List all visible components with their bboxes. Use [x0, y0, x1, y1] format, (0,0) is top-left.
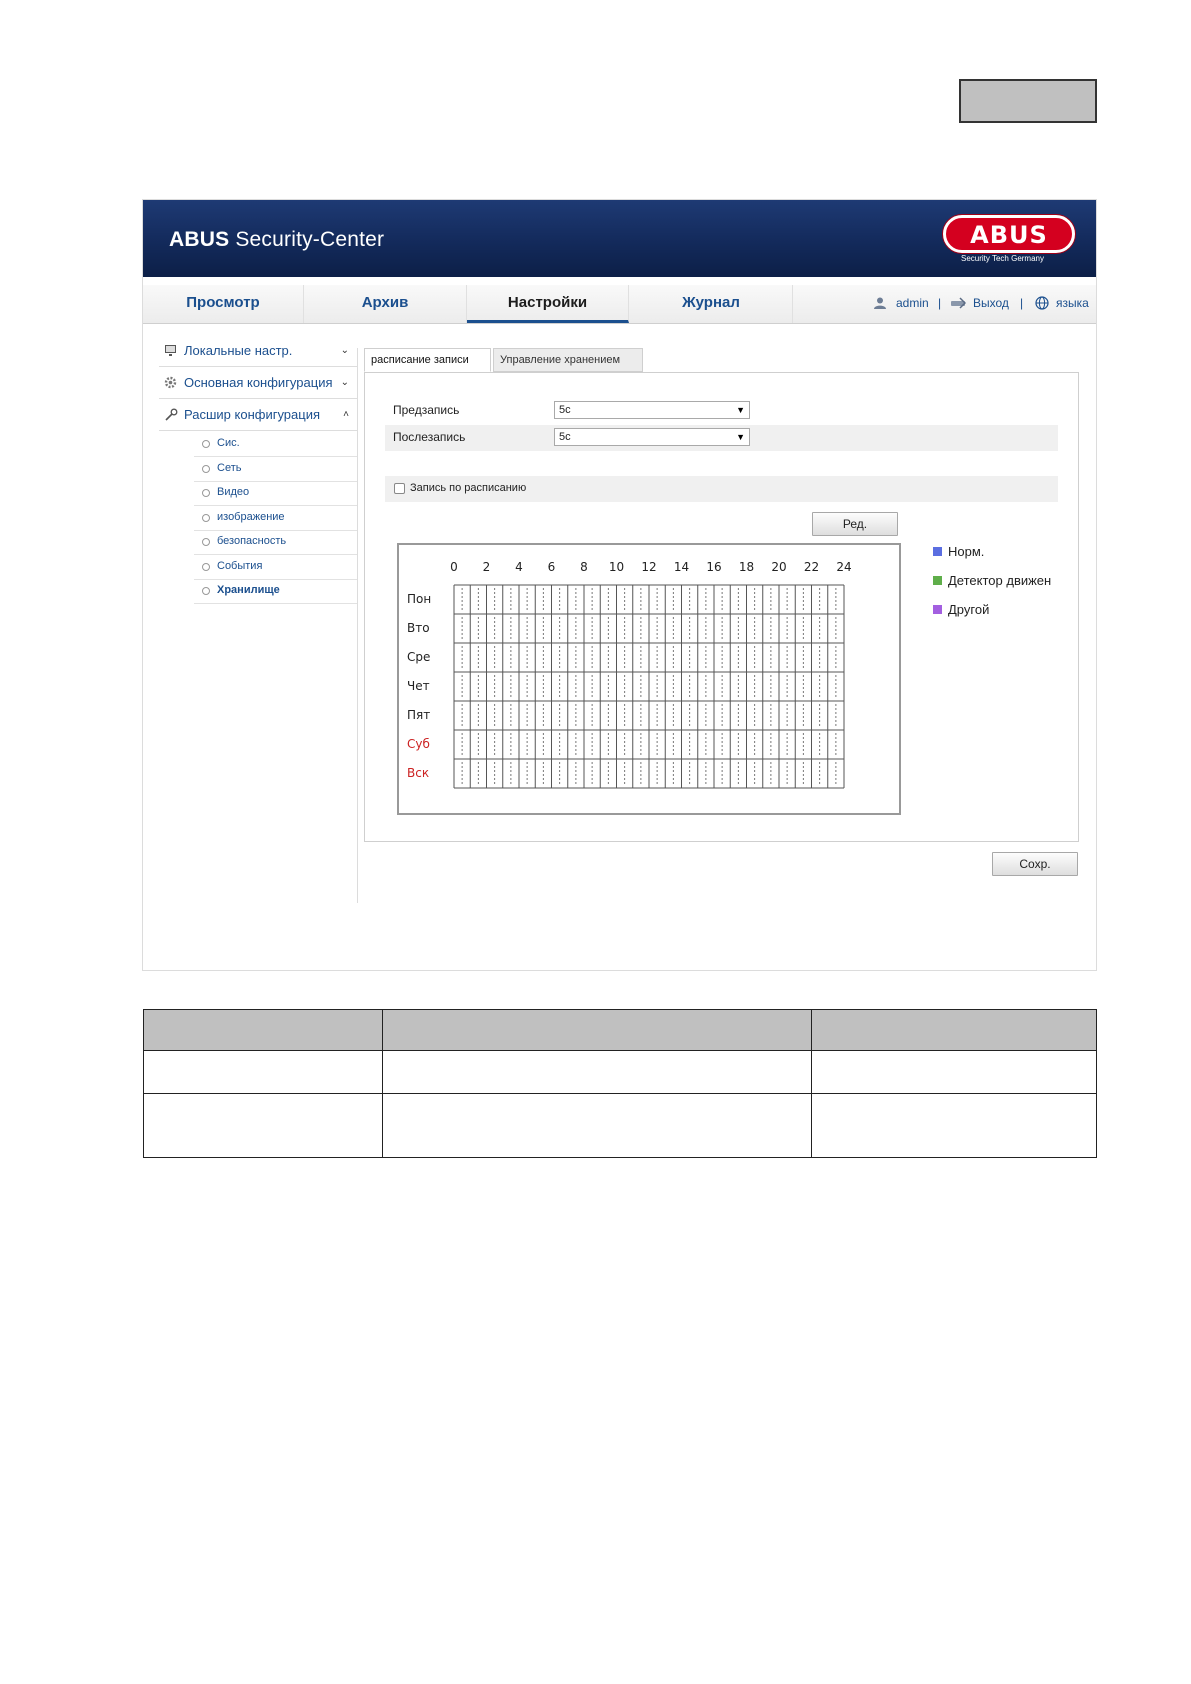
day-label: Пят [407, 708, 431, 722]
nav-tab-log[interactable]: Журнал [630, 285, 793, 323]
bullet-icon [202, 440, 210, 448]
bullet-icon [202, 465, 210, 473]
sidebar-group-basic[interactable] [159, 368, 357, 399]
hour-label: 2 [482, 560, 491, 574]
wrench-icon [164, 408, 177, 421]
main-nav: Просмотр Архив Настройки Журнал admin | Выход | языка [143, 285, 1096, 324]
sidebar-group-label: Расшир конфигурация [184, 407, 321, 422]
hour-label: 6 [547, 560, 556, 574]
globe-icon[interactable] [1035, 296, 1049, 313]
nav-tab-view[interactable]: Просмотр [143, 285, 304, 323]
logout-icon[interactable] [950, 296, 966, 313]
logo-tagline: Security Tech Germany [961, 254, 1044, 263]
sidebar-item-storage[interactable]: Хранилище [194, 579, 357, 604]
tab-record-schedule[interactable]: расписание записи [364, 348, 491, 372]
monitor-icon [164, 344, 177, 357]
table-cell [812, 1094, 1097, 1158]
edit-button[interactable]: Ред. [812, 512, 898, 536]
table-header-cell [144, 1010, 383, 1051]
sidebar-item-events[interactable]: События [194, 555, 357, 580]
table-row [144, 1094, 1097, 1158]
bullet-icon [202, 538, 210, 546]
chevron-down-icon: ⌄ [340, 345, 349, 356]
pre-record-row [385, 398, 1058, 424]
day-label: Вто [407, 621, 430, 635]
save-button[interactable]: Сохр. [992, 852, 1078, 876]
hour-label: 10 [608, 560, 625, 574]
legend-swatch-other [933, 605, 942, 614]
sidebar-item-network[interactable]: Сеть [194, 457, 357, 482]
nav-tab-settings[interactable]: Настройки [467, 285, 629, 323]
day-label: Сре [407, 650, 431, 664]
abus-logo [943, 215, 1075, 253]
sidebar-group-local[interactable] [159, 336, 357, 367]
sidebar-group-label: Локальные настр. [184, 343, 293, 358]
post-record-row [385, 425, 1058, 451]
table-cell [383, 1094, 812, 1158]
gear-icon [164, 376, 177, 389]
language-link[interactable]: языка [1056, 296, 1089, 310]
sidebar-group-advanced[interactable] [159, 400, 357, 431]
dropdown-arrow-icon: ▼ [736, 405, 745, 415]
day-label: Пон [407, 592, 432, 606]
bullet-icon [202, 563, 210, 571]
post-record-label: Послезапись [393, 430, 466, 444]
schedule-panel: Предзапись 5с ▼ Послезапись 5с ▼ Запись по расписанию Ред. 0 2 4 6 8 10 12 14 16 18 20 22 24 Пон Вто Сре Чет Пят Суб Вск Норм. Детектор движен Другой [364, 372, 1079, 842]
sidebar-divider [357, 348, 358, 903]
nav-tab-archive[interactable]: Архив [304, 285, 467, 323]
schedule-record-row [385, 476, 1058, 502]
user-icon [873, 296, 887, 313]
table-row [144, 1051, 1097, 1094]
tab-storage-management[interactable]: Управление хранением [493, 348, 643, 372]
app-window [142, 199, 1097, 971]
day-label: Вск [407, 766, 430, 780]
app-title: ABUS Security-Center [169, 228, 385, 251]
sidebar-item-image[interactable]: изображение [194, 506, 357, 531]
hour-label: 14 [673, 560, 690, 574]
chevron-up-icon: ˄ [343, 409, 349, 420]
header-banner [143, 200, 1096, 277]
table-header-row [144, 1010, 1097, 1051]
sidebar-item-system[interactable]: Сис. [194, 432, 357, 457]
pre-record-label: Предзапись [393, 403, 460, 417]
day-label: Суб [407, 737, 430, 751]
table-cell [383, 1051, 812, 1094]
hour-label: 8 [580, 560, 588, 574]
sidebar-group-label: Основная конфигурация [184, 375, 333, 390]
hour-label: 18 [738, 560, 755, 574]
table-cell [812, 1051, 1097, 1094]
schedule-record-label: Запись по расписанию [410, 482, 527, 494]
username-link[interactable]: admin [896, 296, 929, 310]
sidebar-item-video[interactable]: Видео [194, 481, 357, 506]
table-header-cell [812, 1010, 1097, 1051]
logo-text: ABUS [970, 221, 1048, 249]
pre-record-select[interactable]: 5с ▼ [554, 401, 750, 419]
schedule-grid[interactable] [397, 543, 901, 815]
sidebar-item-security[interactable]: безопасность [194, 530, 357, 555]
logout-link[interactable]: Выход [973, 296, 1009, 310]
table-header-cell [383, 1010, 812, 1051]
hour-label: 16 [706, 560, 722, 574]
legend-swatch-motion [933, 576, 942, 585]
hour-label: 0 [450, 560, 458, 574]
hour-label: 20 [771, 560, 787, 574]
hour-label: 24 [836, 560, 852, 574]
hour-label: 4 [515, 560, 523, 574]
bullet-icon [202, 489, 210, 497]
day-label: Чет [407, 679, 430, 693]
schedule-record-checkbox[interactable] [394, 483, 405, 494]
schedule-grid-svg[interactable] [399, 545, 899, 813]
legend-swatch-normal [933, 547, 942, 556]
parameter-table [143, 1009, 1097, 1158]
bullet-icon [202, 514, 210, 522]
bullet-icon [202, 587, 210, 595]
dropdown-arrow-icon: ▼ [736, 432, 745, 442]
post-record-select[interactable]: 5с ▼ [554, 428, 750, 446]
table-cell [144, 1094, 383, 1158]
page-label-box [959, 79, 1097, 123]
table-cell [144, 1051, 383, 1094]
hour-label: 22 [803, 560, 820, 574]
chevron-down-icon: ⌄ [340, 377, 349, 388]
hour-label: 12 [641, 560, 657, 574]
